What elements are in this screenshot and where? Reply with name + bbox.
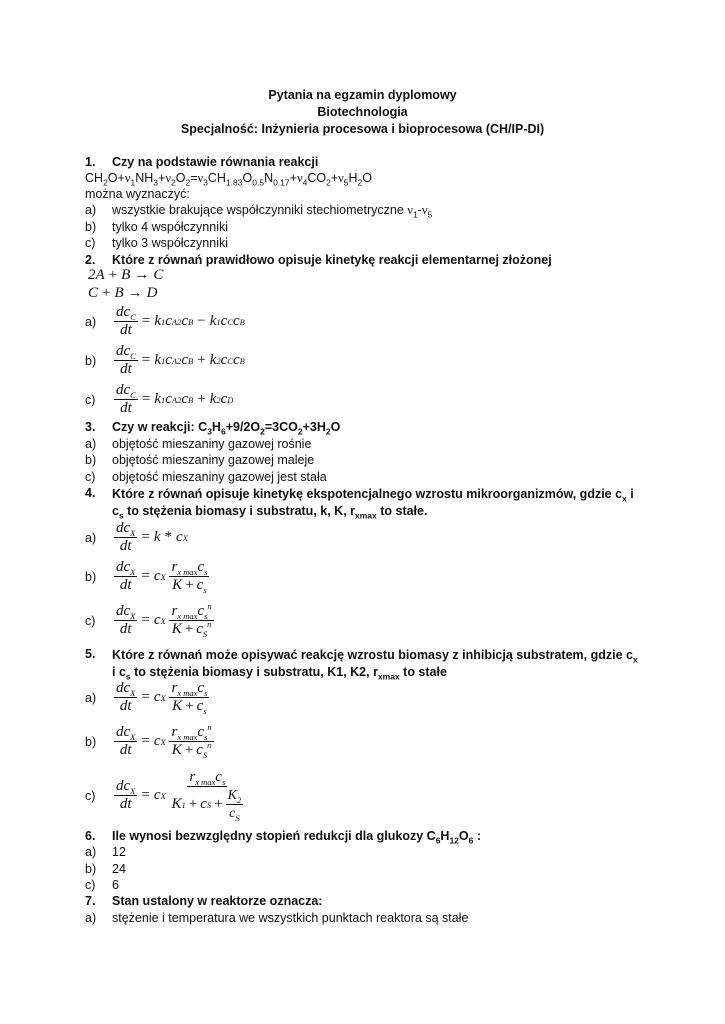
derivative: $\frac{dc_X}{dt}$ <box>116 680 136 714</box>
q4-option-b <box>85 560 209 593</box>
question-6 <box>85 829 482 846</box>
question-text: Które z równań prawidłowo opisuje kinetykę reakcji elementarnej złożonej <box>112 253 552 267</box>
question-text: Czy w reakcji: $C_3H_6+9/2O_2=3CO_2+3H_2O$ <box>112 420 341 437</box>
q2-reaction-1: 2 A + B → C <box>88 267 164 283</box>
option-text: objętość mieszaniny gazowej rośnie <box>112 437 312 451</box>
option-label: a) <box>85 530 97 545</box>
option-label: b) <box>85 453 97 467</box>
question-number: 1. <box>85 155 96 169</box>
q5-option-c <box>85 770 245 821</box>
haldane-fraction: $r_{x max}c_s$ K 1 + c S + $\frac{K_2}{c_S}$ <box>171 769 242 823</box>
question-2 <box>85 253 552 267</box>
hill-fraction: $\frac{r_{x max}c_s^n}{K + c_S^n}$ <box>171 601 212 639</box>
rate-expression: = c X <box>141 568 166 584</box>
option-label: c) <box>85 613 96 628</box>
question-text: Stan ustalony w reaktorze oznacza: <box>112 894 323 908</box>
rate-expression: = c X <box>141 612 166 628</box>
question-number: 6. <box>85 829 96 843</box>
option-label: a) <box>85 911 97 925</box>
rate-expression: = k 1 c A 2 c B + k 2 c D <box>141 391 234 407</box>
option-label: c) <box>85 392 96 407</box>
question-text: Czy na podstawie równania reakcji <box>112 155 319 169</box>
question-4-text: Które z równań opisuje kinetykę ekspotencjalnego wzrostu mikroorganizmów, gdzie $c_x$ i $c_s$ to stężenia biomasy i substratu, k, K, $r_{xmax}$ to stałe. <box>112 487 634 521</box>
question-1 <box>85 155 318 169</box>
q3-option-c <box>85 470 327 484</box>
question-number: 2. <box>85 253 96 267</box>
q1-intro: można wyznaczyć: <box>85 187 190 201</box>
q5-option-b <box>85 722 214 760</box>
monod-fraction: $\frac{r_{x max}c_s}{K + c_s}$ <box>171 559 208 595</box>
derivative: $\frac{dc_C}{dt}$ <box>116 304 136 338</box>
option-label: a) <box>85 437 97 451</box>
rate-expression: = c X <box>141 689 166 705</box>
option-label: a) <box>85 845 97 859</box>
option-text: 6 <box>112 878 119 892</box>
option-label: a) <box>85 314 97 329</box>
q3-option-a <box>85 437 311 451</box>
derivative: $\frac{dc_X}{dt}$ <box>116 724 136 758</box>
q2-option-c <box>85 383 233 416</box>
question-7 <box>85 894 322 908</box>
option-text: wszystkie brakujące współczynniki stechiometryczne $\nu_1-\nu_5$ <box>112 203 433 220</box>
document-title: Pytania na egzamin dyplomowy <box>268 88 457 102</box>
option-text: objętość mieszaniny gazowej maleje <box>112 453 315 467</box>
option-text: objętość mieszaniny gazowej jest stała <box>112 470 327 484</box>
rate-expression: = c X <box>141 787 166 803</box>
equation-text: $CH_2O+\nu_1NH_3+\nu_2O_2=\nu_3CH_{1.83}O_{0.5}N_{0.17}+\nu_4CO_2+\nu_5H_2O$ <box>85 171 373 188</box>
option-text: tylko 3 współczynniki <box>112 236 229 250</box>
question-5-text: Które z równań może opisywać reakcję wzrostu biomasy z inhibicją substratem, gdzie $c_x$ i $c_s$ to stężenia biomasy i substratu, K1, K2, $r_{xmax}$ to stałe <box>112 648 638 682</box>
question-5-number: 5. <box>85 647 96 661</box>
q6-option-a <box>85 845 126 859</box>
option-label: b) <box>85 353 97 368</box>
q4-option-c <box>85 601 214 639</box>
q6-option-b <box>85 862 126 876</box>
rate-expression: = c X <box>141 733 166 749</box>
option-label: c) <box>85 878 96 892</box>
q6-option-c <box>85 878 119 892</box>
derivative: $\frac{dc_X}{dt}$ <box>116 603 136 637</box>
question-text: Ile wynosi bezwzględny stopień redukcji dla glukozy $C_6H_{12}O_6$ : <box>112 829 482 846</box>
option-label: a) <box>85 203 97 217</box>
rate-expression: = k 1 c A 2 c B + k 2 c C c B <box>141 352 245 368</box>
option-label: b) <box>85 734 97 749</box>
derivative: $\frac{dc_X}{dt}$ <box>116 778 136 812</box>
q5-option-a <box>85 681 209 714</box>
q1-equation <box>85 171 372 186</box>
question-4-number: 4. <box>85 486 96 500</box>
q1-option-a <box>85 203 432 218</box>
option-label: b) <box>85 569 97 584</box>
rate-expression: = k 1 c A 2 c B − k 1 c C c B <box>141 313 245 329</box>
q1-option-c <box>85 236 228 250</box>
q3-option-b <box>85 453 314 467</box>
q2-option-a <box>85 305 245 338</box>
q4-option-a <box>85 521 188 554</box>
option-label: c) <box>85 470 96 484</box>
question-number: 3. <box>85 420 96 434</box>
option-label: b) <box>85 862 97 876</box>
option-text: 24 <box>112 862 126 876</box>
q2-option-b <box>85 344 245 377</box>
option-text: stężenie i temperatura we wszystkich punktach reaktora są stałe <box>112 911 469 925</box>
option-text: tylko 4 współczynniki <box>112 220 229 234</box>
option-label: a) <box>85 690 97 705</box>
derivative: $\frac{dc_X}{dt}$ <box>116 559 136 593</box>
document-subtitle: Biotechnologia <box>317 105 408 119</box>
q2-reaction-2: C + B → D <box>88 285 158 301</box>
option-text: 12 <box>112 845 126 859</box>
option-label: c) <box>85 236 96 250</box>
derivative: $\frac{dc_C}{dt}$ <box>116 382 136 416</box>
derivative: $\frac{dc_X}{dt}$ <box>116 520 136 554</box>
option-label: c) <box>85 788 96 803</box>
question-3 <box>85 420 341 437</box>
question-number: 7. <box>85 894 96 908</box>
derivative: $\frac{dc_C}{dt}$ <box>116 343 136 377</box>
monod-fraction: $\frac{r_{x max}c_s}{K + c_s}$ <box>171 680 208 716</box>
specialization-line: Specjalność: Inżynieria procesowa i bioprocesowa (CH/IP-DI) <box>180 122 545 136</box>
option-label: b) <box>85 220 97 234</box>
hill-fraction: $\frac{r_{x max}c_s^n}{K + c_S^n}$ <box>171 722 212 760</box>
q1-option-b <box>85 220 228 234</box>
rate-expression: = k * c X <box>141 529 188 545</box>
q7-option-a <box>85 911 468 925</box>
